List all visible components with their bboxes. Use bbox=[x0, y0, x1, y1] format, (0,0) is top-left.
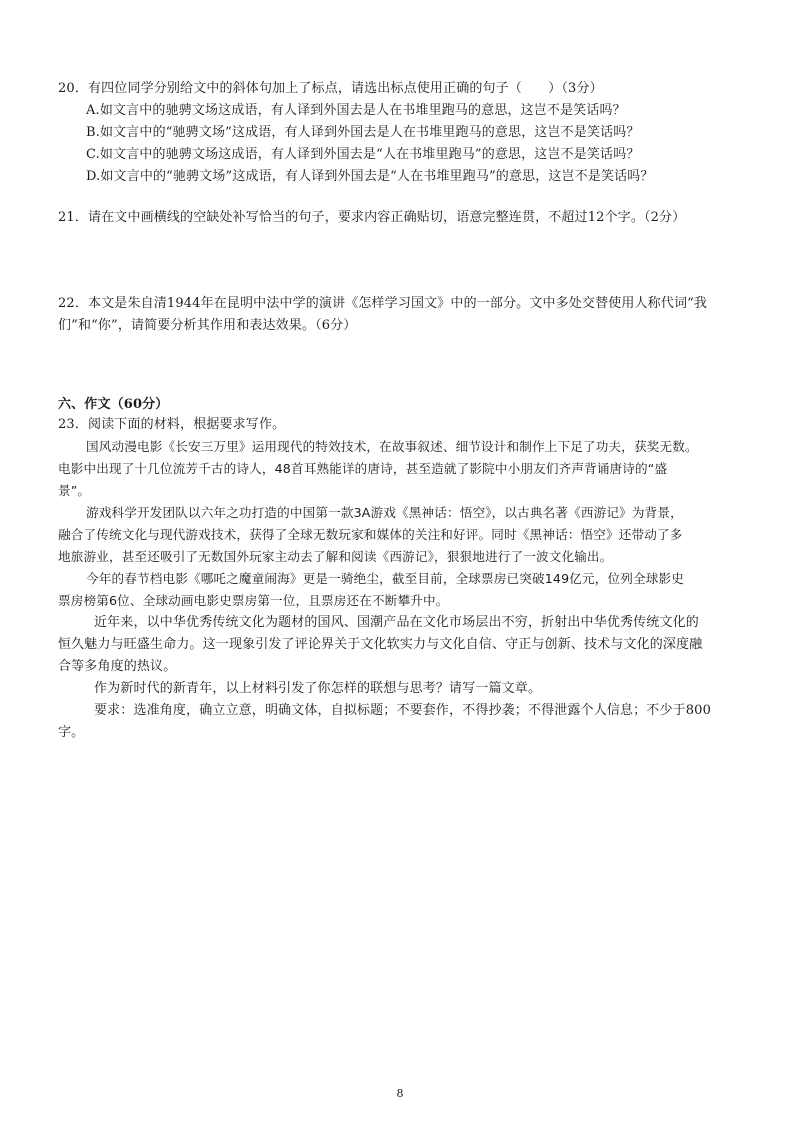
material-paragraph-3-line-1: 今年的春节档电影《哪吒之魔童闹海》更是一骑绝尘，截至目前，全球票房已突破149亿元，位列全球影史 bbox=[86, 571, 684, 586]
material-paragraph-4-line-3: 合等多角度的热议。 bbox=[58, 659, 177, 674]
question-22-line-2: 们”和“你”，请简要分析其作用和表达效果。（6分） bbox=[58, 318, 357, 333]
section-title-composition: 六、作文（60分） bbox=[58, 397, 169, 412]
material-paragraph-1-line-2: 电影中出现了十几位流芳千古的诗人，48首耳熟能详的唐诗，甚至造就了影院中小朋友们齐声背诵唐诗的“盛 bbox=[58, 461, 668, 476]
question-20-option-c: C.如文言中的驰骋文场这成语，有人译到外国去是“人在书堆里跑马”的意思，这岂不是笑话吗？ bbox=[86, 147, 640, 162]
question-20-option-d: D.如文言中的“驰骋文场”这成语，有人译到外国去是“人在书堆里跑马”的意思，这岂不是笑话吗？ bbox=[86, 169, 654, 184]
question-20-stem: 20．有四位同学分别给文中的斜体句加上了标点，请选出标点使用正确的句子（ ）（3分） bbox=[58, 81, 603, 96]
question-21-stem: 21．请在文中画横线的空缺处补写恰当的句子，要求内容正确贴切，语意完整连贯，不超过12个字。（2分） bbox=[58, 210, 686, 225]
writing-requirements-line-1: 要求：选准角度，确立立意，明确文体，自拟标题；不要套作，不得抄袭；不得泄露个人信息；不少于800 bbox=[94, 703, 712, 718]
material-paragraph-2-line-3: 地旅游业，甚至还吸引了无数国外玩家主动去了解和阅读《西游记》，狠狠地进行了一波文化输出。 bbox=[58, 549, 613, 564]
page-number: 8 bbox=[396, 1087, 404, 1100]
material-paragraph-2-line-1: 游戏科学开发团队以六年之功打造的中国第一款3A游戏《黑神话：悟空》，以古典名著《西游记》为背景， bbox=[86, 505, 683, 520]
question-20-option-a: A.如文言中的驰骋文场这成语，有人译到外国去是人在书堆里跑马的意思，这岂不是笑话吗？ bbox=[86, 103, 626, 118]
material-paragraph-4-line-1: 近年来，以中华优秀传统文化为题材的国风、国潮产品在文化市场层出不穷，折射出中华优秀传统文化的 bbox=[94, 615, 699, 630]
material-paragraph-3-line-2: 票房榜第6位、全球动画电影史票房第一位，且票房还在不断攀升中。 bbox=[58, 593, 449, 608]
question-22-line-1: 22．本文是朱自清1944年在昆明中法中学的演讲《怎样学习国文》中的一部分。文中多处交替使用人称代词“我 bbox=[58, 296, 708, 311]
writing-requirements-line-2: 字。 bbox=[58, 725, 85, 740]
material-paragraph-2-line-2: 融合了传统文化与现代游戏技术，获得了全球无数玩家和媒体的关注和好评。同时《黑神话：悟空》还带动了多 bbox=[58, 527, 683, 542]
material-paragraph-1-line-1: 国风动漫电影《长安三万里》运用现代的特效技术，在故事叙述、细节设计和制作上下足了功夫，获奖无数。 bbox=[86, 439, 698, 454]
material-paragraph-4-line-2: 恒久魅力与旺盛生命力。这一现象引发了评论界关于文化软实力与文化自信、守正与创新、技术与文化的深度融 bbox=[58, 637, 703, 652]
question-20-option-b: B.如文言中的“驰骋文场”这成语，有人译到外国去是人在书堆里跑马的意思，这岂不是笑话吗？ bbox=[86, 125, 640, 140]
question-23-stem: 23．阅读下面的材料，根据要求写作。 bbox=[58, 417, 286, 432]
writing-prompt: 作为新时代的新青年，以上材料引发了你怎样的联想与思考？请写一篇文章。 bbox=[94, 681, 542, 696]
material-paragraph-1-line-3: 景”。 bbox=[58, 483, 91, 498]
